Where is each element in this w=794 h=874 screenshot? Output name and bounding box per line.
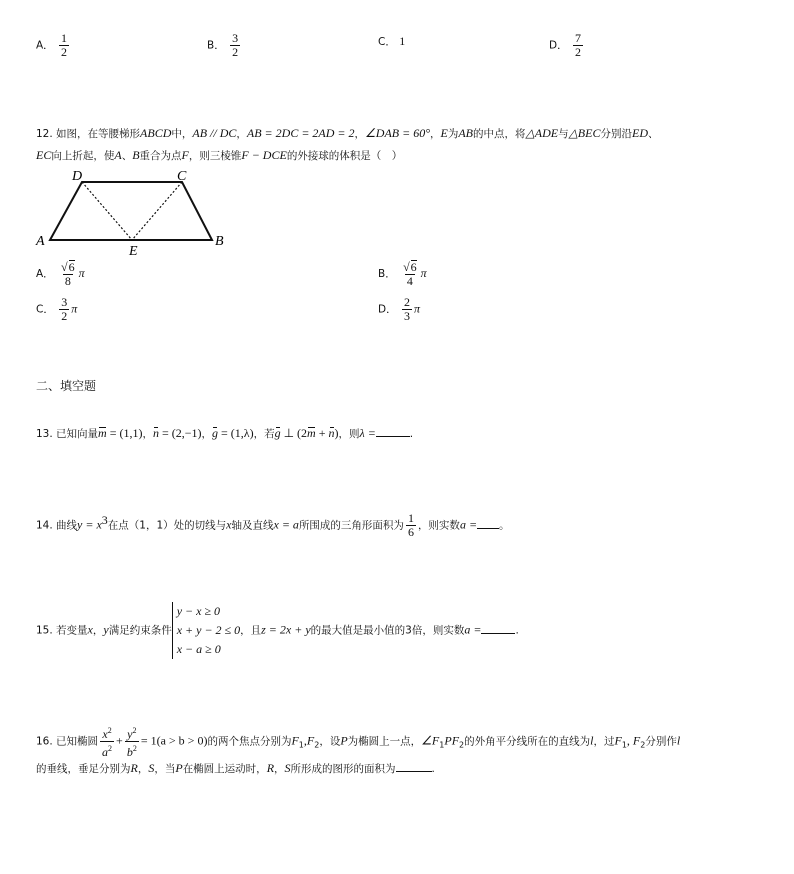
q14-stem: 14. 曲线$y = x^3$在点（1，1）处的切线与x轴及直线x = a所围成的三角形面积为 $\frac{1}{6}$ ，则实数a = 。	[36, 511, 510, 539]
q11-option-b: B． $\frac{3}{2}$	[207, 31, 239, 59]
q16-stem-line2: 的垂线，垂足分别为R，S，当P在椭圆上运动时，R，S所形成的图形的面积为 .	[36, 761, 435, 775]
trapezoid-figure	[30, 166, 230, 260]
fold-line-ed	[82, 182, 132, 240]
label-b: B	[215, 234, 224, 249]
trapezoid-outline	[50, 182, 212, 240]
q12-option-a: A． $\frac{√6}{8}$ π	[36, 260, 85, 288]
q15-answer-blank[interactable]	[481, 623, 515, 634]
q11-option-d-fraction: $\frac{7}{2}$	[574, 31, 581, 59]
q14-area-fraction: $\frac{1}{6}$	[407, 511, 414, 539]
label-d: D	[72, 169, 83, 184]
q11-option-d: D． $\frac{7}{2}$	[549, 31, 581, 59]
q15-constraint-system: y − x ≥ 0 x + y − 2 ≤ 0 x − a ≥ 0	[172, 602, 240, 659]
q11-option-c: C． 1	[378, 34, 406, 48]
q14-answer-blank[interactable]	[477, 518, 499, 529]
section-title-fill-in: 二、填空题	[36, 379, 97, 393]
q12-option-b: B． $\frac{√6}{4}$ π	[378, 260, 427, 288]
q12-option-d: D． $\frac{2}{3}$ π	[378, 295, 420, 323]
q11-option-b-fraction: $\frac{3}{2}$	[232, 31, 239, 59]
q13-stem: 13. 已知向量m = (1,1)，n = (2,−1)，g = (1,λ)，若g ⊥ (2m + n)，则λ = .	[36, 426, 414, 440]
q12-stem-line2: EC向上折起，使A、B重合为点F，则三棱锥F − DCE的外接球的体积是（ ）	[36, 148, 403, 162]
q11-option-a: A． $\frac{1}{2}$	[36, 31, 68, 59]
q12-option-c: C． $\frac{3}{2}$ π	[36, 295, 78, 323]
label-c: C	[177, 169, 187, 184]
fold-line-ec	[132, 182, 182, 240]
q11-option-a-fraction: $\frac{1}{2}$	[61, 31, 68, 59]
q12-stem-line1: 12. 如图，在等腰梯形ABCD中，AB // DC，AB = 2DC = 2AD = 2，∠DAB = 60°，E为AB的中点，将△ADE与△BEC分别沿ED、	[36, 126, 659, 140]
label-e: E	[129, 244, 138, 259]
label-a: A	[36, 234, 45, 249]
q16-stem-line1: 16. 已知椭圆 $\frac{x^2}{a^2}$ + $\frac{y^2}{b^2}$ = 1(a > b > 0)的两个焦点分别为$F_1,F_2$，设P为椭圆上一点，$\angle F_1PF_2$的外角平分线所在的直线为l，过$F_1$, $F_2$分别作l	[36, 726, 681, 759]
q15-stem: 15. 若变量x，y满足约束条件 y − x ≥ 0 x + y − 2 ≤ 0 x − a ≥ 0 ，且z = 2x + y的最大值是最小值的3倍，则实数a = .	[36, 602, 519, 659]
q13-answer-blank[interactable]	[376, 426, 410, 437]
q16-answer-blank[interactable]	[396, 761, 432, 772]
